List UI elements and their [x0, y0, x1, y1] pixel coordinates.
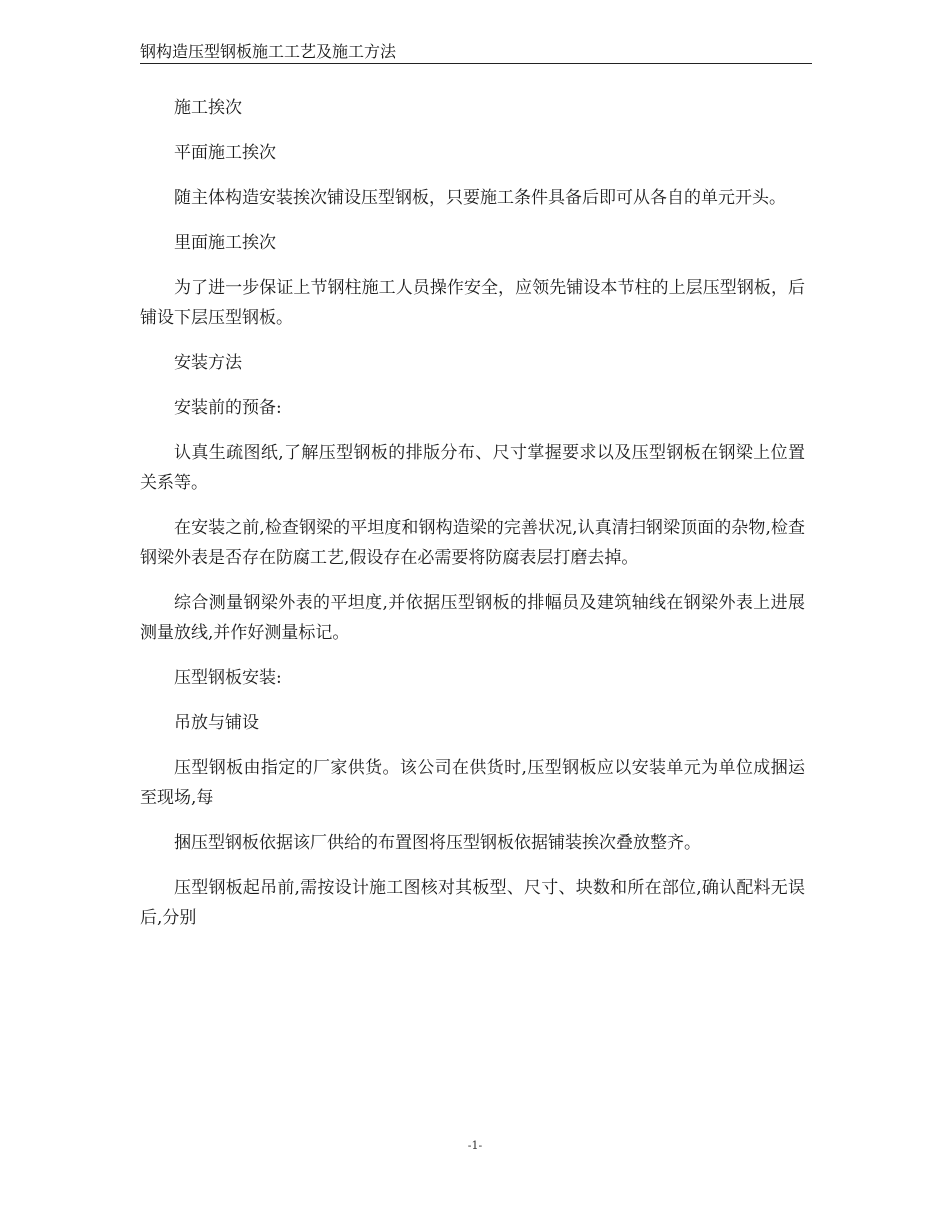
- page-header: [140, 38, 812, 64]
- paragraph: 捆压型钢板依据该厂供给的布置图将压型钢板依据铺装挨次叠放整齐。: [174, 833, 701, 853]
- paragraph: 在安装之前,检查钢梁的平坦度和钢构造梁的完善状况,认真清扫钢梁顶面的杂物,检查钢梁外表是否存在防腐工艺,假设存在必需要将防腐表层打磨去掉。: [140, 518, 805, 568]
- paragraph: 施工挨次: [174, 98, 242, 118]
- paragraph: 压型钢板安装:: [174, 668, 282, 688]
- paragraph: 为了进一步保证上节钢柱施工人员操作安全，应领先铺设本节柱的上层压型钢板，后铺设下层压型钢板。: [140, 278, 805, 328]
- paragraph: 吊放与铺设: [174, 713, 259, 733]
- document-body: [140, 93, 805, 948]
- paragraph: 随主体构造安装挨次铺设压型钢板，只要施工条件具备后即可从各自的单元开头。: [174, 188, 786, 208]
- document-title: 钢构造压型钢板施工工艺及施工方法: [140, 42, 397, 61]
- paragraph: 里面施工挨次: [174, 233, 276, 253]
- paragraph: 平面施工挨次: [174, 143, 276, 163]
- paragraph: 安装前的预备:: [174, 398, 282, 418]
- paragraph: 综合测量钢梁外表的平坦度,并依据压型钢板的排幅员及建筑轴线在钢梁外表上进展测量放线,并作好测量标记。: [140, 593, 805, 643]
- paragraph: 压型钢板由指定的厂家供货。该公司在供货时,压型钢板应以安装单元为单位成捆运至现场,每: [140, 758, 805, 808]
- page-number: -1-: [467, 1139, 483, 1152]
- paragraph: 安装方法: [174, 353, 242, 373]
- paragraph: 压型钢板起吊前,需按设计施工图核对其板型、尺寸、块数和所在部位,确认配料无误后,分别: [140, 878, 805, 928]
- paragraph: 认真生疏图纸,了解压型钢板的排版分布、尺寸掌握要求以及压型钢板在钢梁上位置关系等。: [140, 443, 805, 493]
